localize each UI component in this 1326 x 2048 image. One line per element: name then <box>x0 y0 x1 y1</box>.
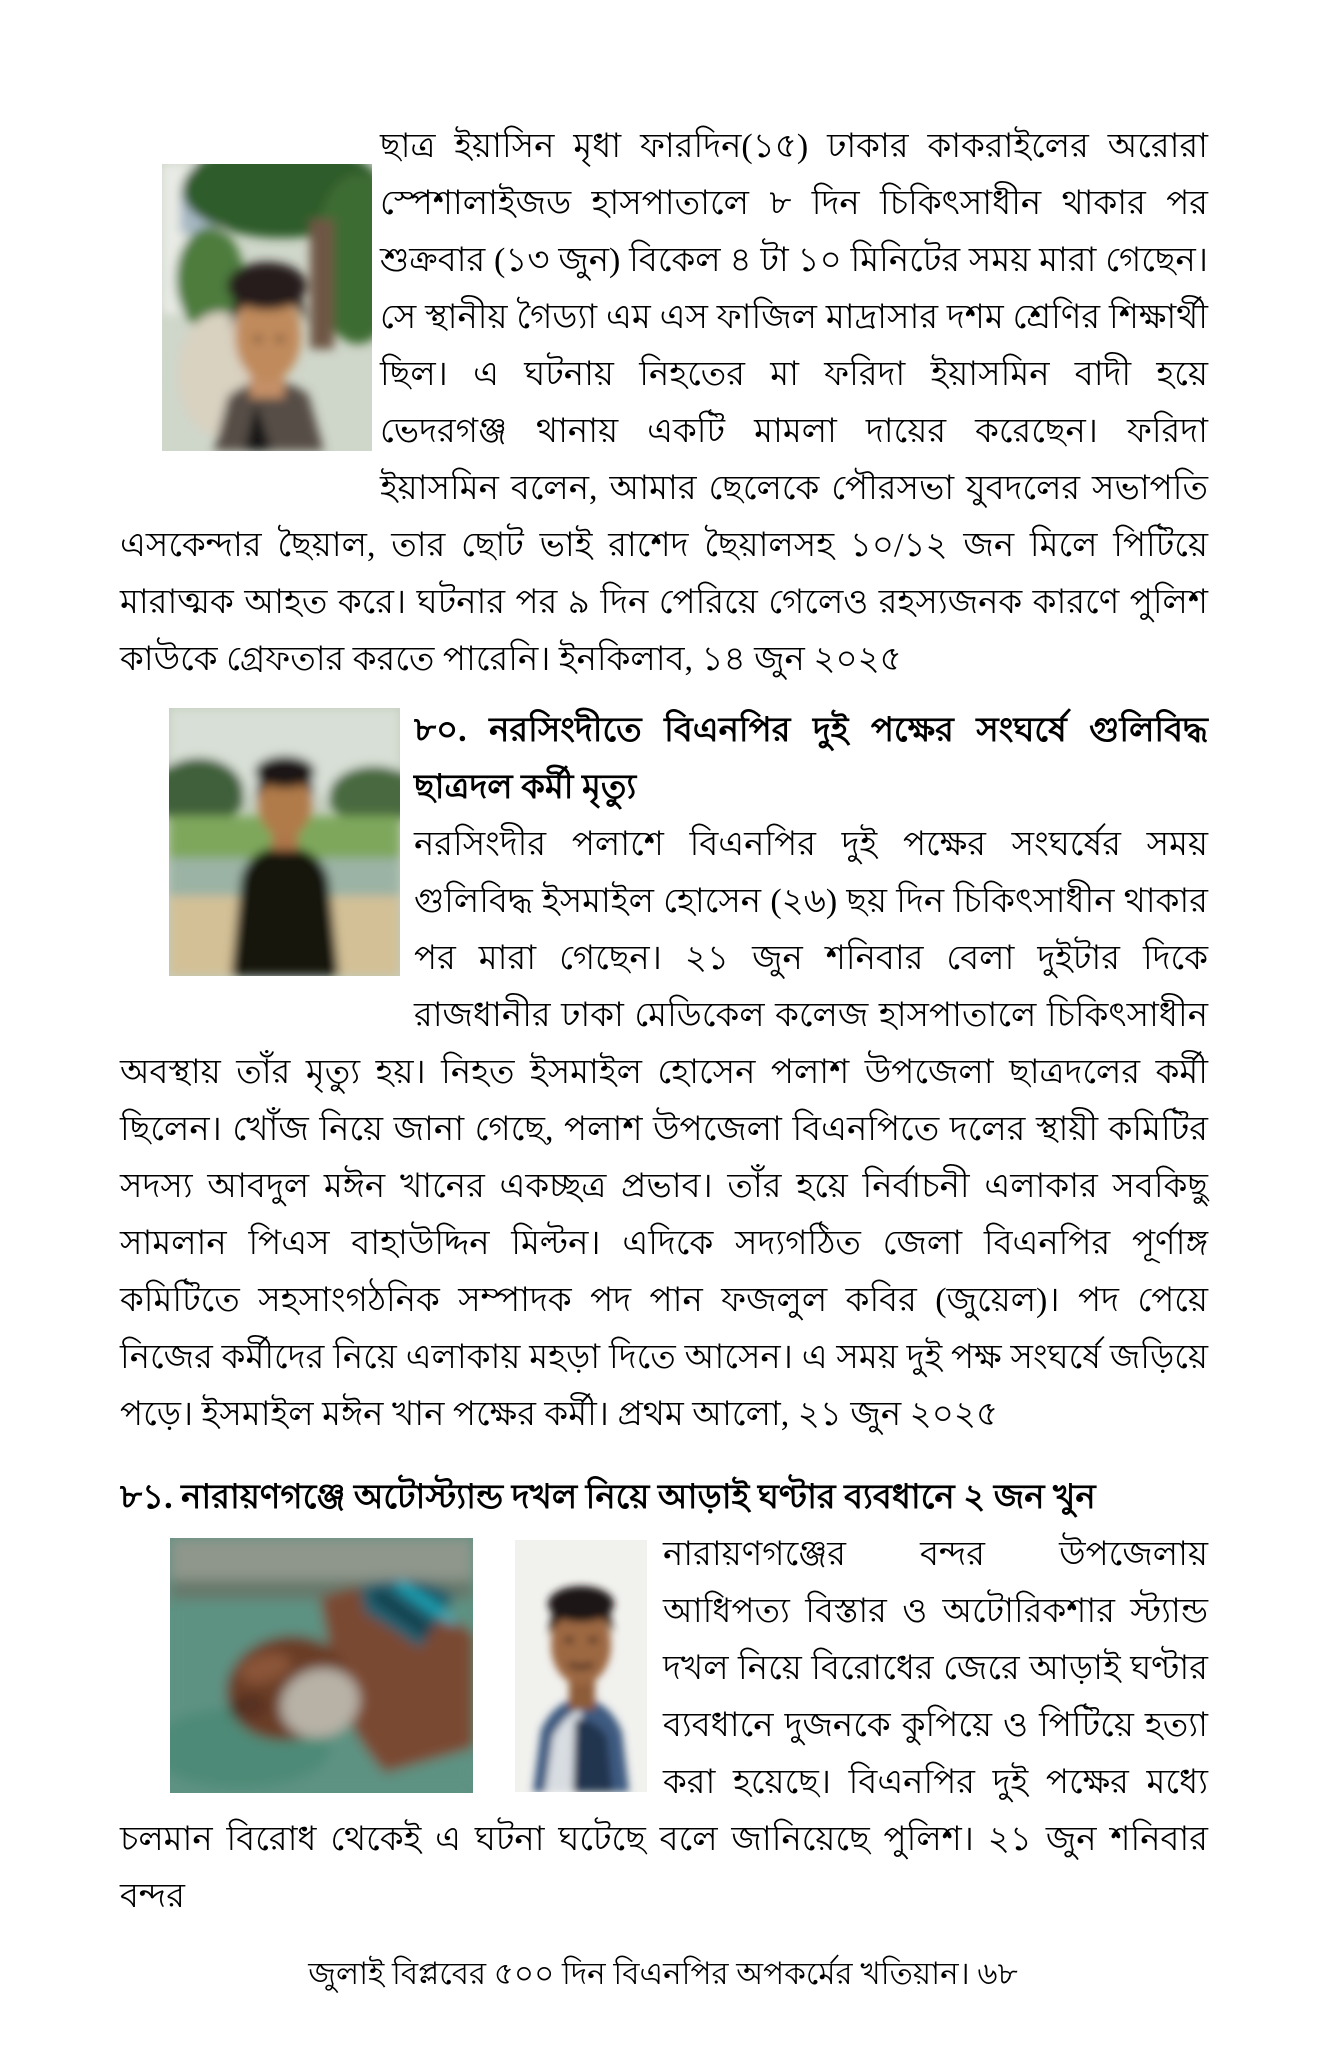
photo-3-graphic <box>170 1538 473 1793</box>
article-80-title: ৮০. নরসিংদীতে বিএনপির দুই পক্ষের সংঘর্ষে গুলিবিদ্ধ ছাত্রদল কর্মী মৃত্যু <box>414 712 1208 806</box>
victim-photo-body <box>170 1538 473 1793</box>
article-81-title: ৮১. নারায়ণগঞ্জে অটোস্ট্যান্ড দখল নিয়ে আড়াই ঘণ্টার ব্যবধানে ২ জন খুন <box>120 1479 1096 1516</box>
article-81-paragraph <box>120 1526 1208 1925</box>
article-79-text: ছাত্র ইয়াসিন মৃধা ফারদিন(১৫) ঢাকার কাকরাইলের অরোরা স্পেশালাইজড হাসপাতালে ৮ দিন চিকিৎসাধীন থাকার পর শুক্রবার (১৩ জুন) বিকেল ৪ টা ১০ মিনিটের সময় মারা গেছেন। সে স্থানীয় গৈড্যা এম এস ফাজিল মাদ্রাসার দশম শ্রেণির শিক্ষার্থী ছিল। এ ঘটনায় নিহতের মা ফরিদা ইয়াসমিন বাদী হয়ে ভেদরগঞ্জ থানায় একটি মামলা দায়ের করেছেন। ফরিদা ইয়াসমিন বলেন, আমার ছেলেকে পৌরসভা যুবদলের সভাপতি এসকেন্দার ছৈয়াল, তার ছোট ভাই রাশেদ ছৈয়ালসহ ১০/১২ জন মিলে পিটিয়ে মারাত্মক আহত করে। ঘটনার পর ৯ দিন পেরিয়ে গেলেও রহস্যজনক কারণে পুলিশ কাউকে গ্রেফতার করতে পারেনি। ইনকিলাব, ১৪ জুন ২০২৫ <box>120 128 1208 678</box>
footer-text: জুলাই বিপ্লবের ৫০০ দিন বিএনপির অপকর্মের খতিয়ান। ৬৮ <box>308 1956 1018 1991</box>
article-80-section <box>120 702 1208 1443</box>
victim-photo-portrait <box>515 1540 647 1792</box>
page-footer <box>0 1950 1326 1998</box>
article-80-body: নরসিংদীর পলাশে বিএনপির দুই পক্ষের সংঘর্ষের সময় গুলিবিদ্ধ ইসমাইল হোসেন (২৬) ছয় দিন চিকিৎসাধীন থাকার পর মারা গেছেন। ২১ জুন শনিবার বেলা দুইটার দিকে রাজধানীর ঢাকা মেডিকেল কলেজ হাসপাতালে চিকিৎসাধীন অবস্থায় তাঁর মৃত্যু হয়। নিহত ইসমাইল হোসেন পলাশ উপজেলা ছাত্রদলের কর্মী ছিলেন। খোঁজ নিয়ে জানা গেছে, পলাশ উপজেলা বিএনপিতে দলের স্থায়ী কমিটির সদস্য আবদুল মঈন খানের একচ্ছত্র প্রভাব। তাঁর হয়ে নির্বাচনী এলাকার সবকিছু সামলান পিএস বাহাউদ্দিন মিল্টন। এদিকে সদ্যগঠিত জেলা বিএনপির পূর্ণাঙ্গ কমিটিতে সহসাংগঠনিক সম্পাদক পদ পান ফজলুল কবির (জুয়েল)। পদ পেয়ে নিজের কর্মীদের নিয়ে এলাকায় মহড়া দিতে আসেন। এ সময় দুই পক্ষ সংঘর্ষে জড়িয়ে পড়ে। ইসমাইল মঈন খান পক্ষের কর্মী। প্রথম আলো, ২১ জুন ২০২৫ <box>120 826 1208 1433</box>
victim-photo-yasin <box>162 164 372 451</box>
article-79-paragraph <box>120 118 1208 688</box>
victim-photo-ismail <box>169 708 400 976</box>
article-81-section <box>120 1469 1208 1925</box>
photo-4-graphic <box>515 1540 647 1792</box>
photo-1-graphic <box>162 164 372 451</box>
photo-2-graphic <box>169 708 400 976</box>
article-81-text: নারায়ণগঞ্জের বন্দর উপজেলায় আধিপত্য বিস্তার ও অটোরিকশার স্ট্যান্ড দখল নিয়ে বিরোধের জেরে আড়াই ঘণ্টার ব্যবধানে দুজনকে কুপিয়ে ও পিটিয়ে হত্যা করা হয়েছে। বিএনপির দুই পক্ষের মধ্যে চলমান বিরোধ থেকেই এ ঘটনা ঘটেছে বলে জানিয়েছে পুলিশ। ২১ জুন শনিবার বন্দর <box>120 1536 1208 1915</box>
